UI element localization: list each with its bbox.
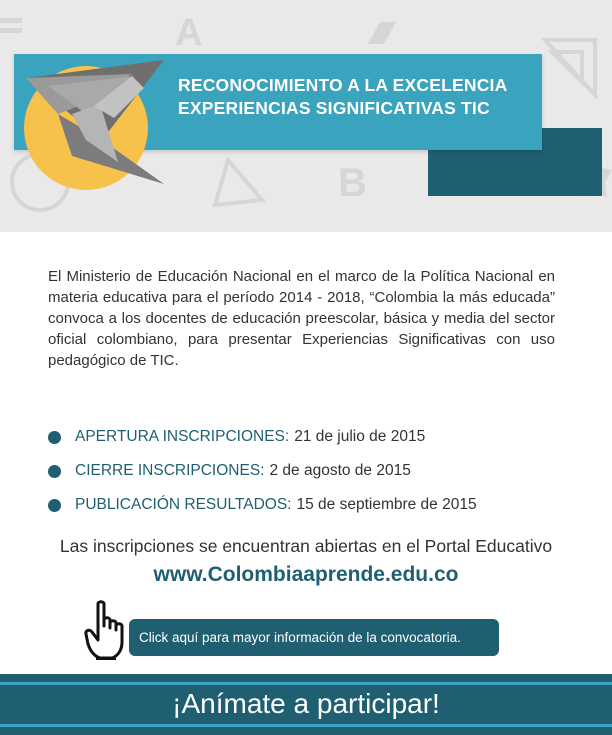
- portal-note: Las inscripciones se encuentran abiertas en el Portal Educativo: [59, 536, 553, 556]
- banner-title: [178, 74, 538, 120]
- dates-list: [48, 420, 588, 522]
- intro-paragraph: El Ministerio de Educación Nacional en el marco de la Política Nacional en materia educativa para el período 2014 - 2018, “Colombia la más educada” convoca a los docentes de educación preescolar, básica y media del sector oficial colombiano, para presentar Experiencias Significativas con uso pedagógico de TIC.: [48, 268, 555, 369]
- bullet-icon: [48, 465, 61, 478]
- header-banner-area: [0, 0, 612, 232]
- more-info-button-label: Click aquí para mayor información de la convocatoria.: [139, 630, 461, 645]
- footer-stripe-bottom: [0, 724, 612, 727]
- banner-title-line-2: EXPERIENCIAS SIGNIFICATIVAS TIC: [178, 98, 490, 118]
- date-label: PUBLICACIÓN RESULTADOS:: [75, 496, 292, 513]
- portal-link[interactable]: www.Colombiaaprende.edu.co: [153, 563, 459, 586]
- date-item-cierre: [48, 454, 588, 488]
- date-item-publicacion: [48, 488, 588, 522]
- background-letter-b: B: [338, 161, 367, 205]
- banner-title-line-1: RECONOCIMIENTO A LA EXCELENCIA: [178, 75, 508, 95]
- bullet-icon: [48, 431, 61, 444]
- date-label: CIERRE INSCRIPCIONES:: [75, 462, 265, 479]
- date-value: 15 de septiembre de 2015: [296, 496, 477, 513]
- bullet-icon: [48, 499, 61, 512]
- more-info-button[interactable]: [129, 619, 499, 656]
- footer-slogan: ¡Anímate a participar!: [172, 688, 440, 719]
- date-value: 21 de julio de 2015: [294, 428, 426, 445]
- hand-pointer-icon: [84, 600, 136, 662]
- date-value: 2 de agosto de 2015: [269, 462, 411, 479]
- background-letter-a: A: [175, 12, 203, 54]
- date-item-apertura: [48, 420, 588, 454]
- logo-emblem: [14, 44, 164, 194]
- date-label: APERTURA INSCRIPCIONES:: [75, 428, 290, 445]
